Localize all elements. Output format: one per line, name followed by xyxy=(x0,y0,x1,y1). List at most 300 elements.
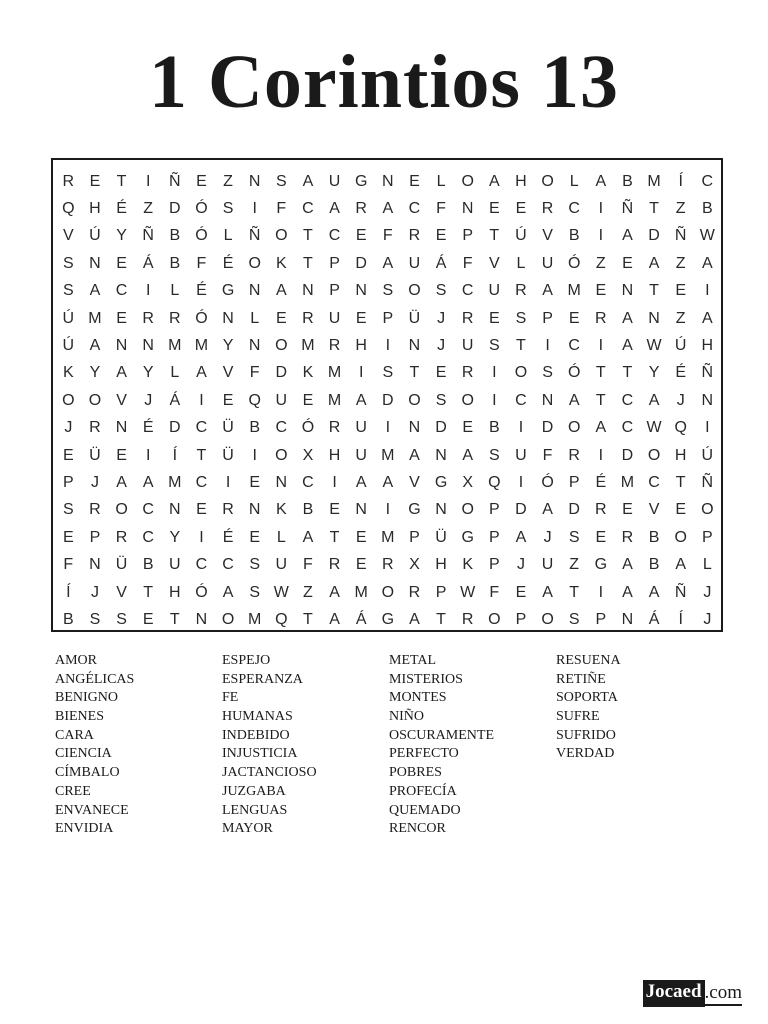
grid-letter[interactable]: O xyxy=(275,227,288,245)
grid-letter[interactable]: D xyxy=(169,419,181,437)
grid-letter[interactable]: U xyxy=(488,282,501,300)
grid-letter[interactable]: N xyxy=(355,501,367,519)
grid-letter[interactable]: E xyxy=(329,501,340,519)
grid-letter[interactable]: D xyxy=(382,391,394,409)
grid-letter[interactable]: O xyxy=(408,282,421,300)
grid-letter[interactable]: Ñ xyxy=(701,364,714,382)
grid-letter[interactable]: A xyxy=(622,556,633,574)
grid-letter[interactable]: L xyxy=(702,556,712,574)
grid-letter[interactable]: M xyxy=(168,473,182,491)
grid-letter[interactable]: A xyxy=(595,172,607,190)
grid-letter[interactable]: E xyxy=(568,309,580,327)
grid-letter[interactable]: T xyxy=(196,446,207,464)
grid-letter[interactable]: E xyxy=(275,309,287,327)
grid-letter[interactable]: J xyxy=(90,473,99,491)
grid-letter[interactable]: G xyxy=(434,473,448,491)
grid-letter[interactable]: I xyxy=(199,391,204,409)
grid-letter[interactable]: L xyxy=(170,282,180,300)
grid-letter[interactable]: Í xyxy=(66,583,71,601)
grid-letter[interactable]: G xyxy=(594,556,608,574)
grid-letter[interactable]: R xyxy=(461,309,474,327)
grid-letter[interactable]: Ú xyxy=(701,446,714,464)
grid-letter[interactable]: M xyxy=(168,337,182,355)
grid-letter[interactable]: R xyxy=(541,200,554,218)
grid-letter[interactable]: E xyxy=(116,446,127,464)
grid-letter[interactable]: E xyxy=(355,309,367,327)
grid-letter[interactable]: N xyxy=(701,391,714,409)
grid-letter[interactable]: H xyxy=(355,337,367,355)
grid-letter[interactable]: J xyxy=(90,583,99,601)
grid-letter[interactable]: R xyxy=(621,528,634,546)
grid-letter[interactable]: A xyxy=(329,583,340,601)
grid-letter[interactable]: Q xyxy=(62,200,75,218)
grid-letter[interactable]: T xyxy=(675,473,686,491)
grid-letter[interactable]: B xyxy=(302,501,314,519)
grid-letter[interactable]: M xyxy=(567,282,581,300)
grid-letter[interactable]: U xyxy=(355,446,367,464)
grid-letter[interactable]: R xyxy=(355,200,367,218)
grid-letter[interactable]: T xyxy=(649,282,659,300)
grid-letter[interactable]: R xyxy=(115,528,128,546)
grid-letter[interactable]: R xyxy=(222,501,234,519)
grid-letter[interactable]: N xyxy=(382,172,394,190)
grid-letter[interactable]: A xyxy=(648,254,660,272)
grid-letter[interactable]: Ü xyxy=(435,528,447,546)
grid-letter[interactable]: Ó xyxy=(195,227,208,245)
grid-letter[interactable]: M xyxy=(381,528,395,546)
grid-letter[interactable]: E xyxy=(622,501,633,519)
grid-letter[interactable]: O xyxy=(275,337,288,355)
grid-letter[interactable]: W xyxy=(273,583,289,601)
grid-letter[interactable]: W xyxy=(460,583,476,601)
grid-letter[interactable]: Ó xyxy=(541,473,554,491)
grid-letter[interactable]: A xyxy=(382,473,394,491)
grid-letter[interactable]: N xyxy=(461,200,474,218)
grid-letter[interactable]: Z xyxy=(675,200,686,218)
grid-letter[interactable]: S xyxy=(435,282,447,300)
grid-letter[interactable]: A xyxy=(355,473,367,491)
grid-letter[interactable]: K xyxy=(275,501,287,519)
grid-letter[interactable]: E xyxy=(409,172,420,190)
grid-letter[interactable]: A xyxy=(302,528,314,546)
grid-letter[interactable]: T xyxy=(516,337,526,355)
grid-letter[interactable]: Ó xyxy=(195,200,208,218)
grid-letter[interactable]: B xyxy=(249,419,261,437)
grid-letter[interactable]: J xyxy=(516,556,525,574)
grid-letter[interactable]: P xyxy=(595,610,607,628)
grid-letter[interactable]: Ú xyxy=(89,227,101,245)
grid-letter[interactable]: C xyxy=(195,556,208,574)
grid-letter[interactable]: N xyxy=(248,337,261,355)
grid-letter[interactable]: N xyxy=(408,337,421,355)
grid-letter[interactable]: B xyxy=(648,556,660,574)
grid-letter[interactable]: R xyxy=(89,501,101,519)
grid-letter[interactable]: Ü xyxy=(115,556,128,574)
grid-letter[interactable]: M xyxy=(647,172,661,190)
grid-letter[interactable]: J xyxy=(543,528,552,546)
grid-letter[interactable]: U xyxy=(328,309,341,327)
grid-letter[interactable]: R xyxy=(328,419,341,437)
grid-letter[interactable]: A xyxy=(329,610,340,628)
grid-letter[interactable]: I xyxy=(252,446,257,464)
grid-letter[interactable]: V xyxy=(116,583,127,601)
grid-letter[interactable]: A xyxy=(116,473,127,491)
grid-letter[interactable]: E xyxy=(355,556,367,574)
grid-letter[interactable]: É xyxy=(222,528,234,546)
grid-letter[interactable]: I xyxy=(492,391,497,409)
grid-letter[interactable]: R xyxy=(595,501,607,519)
grid-letter[interactable]: A xyxy=(196,364,207,382)
grid-letter[interactable]: L xyxy=(170,364,180,382)
grid-letter[interactable]: Ñ xyxy=(142,227,154,245)
grid-letter[interactable]: S xyxy=(62,501,74,519)
grid-letter[interactable]: S xyxy=(515,309,527,327)
grid-letter[interactable]: R xyxy=(89,419,101,437)
grid-letter[interactable]: N xyxy=(248,172,261,190)
grid-letter[interactable]: C xyxy=(648,473,660,491)
grid-letter[interactable]: P xyxy=(701,528,713,546)
grid-letter[interactable]: P xyxy=(488,501,500,519)
grid-letter[interactable]: V xyxy=(116,391,127,409)
grid-letter[interactable]: D xyxy=(355,254,367,272)
grid-letter[interactable]: Y xyxy=(222,337,234,355)
grid-letter[interactable]: Í xyxy=(678,172,683,190)
grid-letter[interactable]: U xyxy=(408,254,421,272)
grid-letter[interactable]: C xyxy=(142,501,154,519)
grid-letter[interactable]: V xyxy=(542,227,553,245)
grid-letter[interactable]: Z xyxy=(303,583,313,601)
grid-letter[interactable]: N xyxy=(115,419,128,437)
grid-letter[interactable]: Ú xyxy=(674,337,687,355)
grid-letter[interactable]: A xyxy=(568,391,580,409)
grid-letter[interactable]: F xyxy=(382,227,393,245)
grid-letter[interactable]: C xyxy=(515,391,527,409)
grid-letter[interactable]: A xyxy=(622,309,633,327)
grid-letter[interactable]: U xyxy=(541,254,554,272)
grid-letter[interactable]: Z xyxy=(675,309,686,327)
grid-letter[interactable]: C xyxy=(115,282,128,300)
grid-letter[interactable]: A xyxy=(542,282,553,300)
grid-letter[interactable]: Ó xyxy=(195,583,208,601)
grid-letter[interactable]: E xyxy=(249,528,261,546)
grid-letter[interactable]: I xyxy=(145,172,151,190)
grid-letter[interactable]: E xyxy=(222,391,234,409)
grid-letter[interactable]: C xyxy=(461,282,474,300)
grid-letter[interactable]: C xyxy=(302,473,314,491)
grid-letter[interactable]: Ó xyxy=(195,309,208,327)
grid-letter[interactable]: O xyxy=(461,501,474,519)
grid-letter[interactable]: B xyxy=(648,528,660,546)
grid-letter[interactable]: P xyxy=(435,583,447,601)
grid-letter[interactable]: T xyxy=(116,172,127,190)
grid-letter[interactable]: S xyxy=(542,364,553,382)
grid-letter[interactable]: A xyxy=(355,391,367,409)
grid-letter[interactable]: A xyxy=(89,337,101,355)
grid-letter[interactable]: Z xyxy=(675,254,686,272)
grid-letter[interactable]: I xyxy=(385,419,391,437)
grid-letter[interactable]: I xyxy=(598,583,604,601)
grid-letter[interactable]: D xyxy=(621,446,634,464)
grid-letter[interactable]: L xyxy=(436,172,446,190)
grid-letter[interactable]: U xyxy=(275,391,288,409)
grid-letter[interactable]: S xyxy=(116,610,127,628)
grid-letter[interactable]: Y xyxy=(89,364,101,382)
grid-letter[interactable]: O xyxy=(115,501,128,519)
grid-letter[interactable]: C xyxy=(701,172,714,190)
grid-letter[interactable]: A xyxy=(116,364,127,382)
grid-letter[interactable]: D xyxy=(169,200,181,218)
grid-letter[interactable]: S xyxy=(488,446,500,464)
grid-letter[interactable]: V xyxy=(222,364,234,382)
grid-letter[interactable]: G xyxy=(408,501,421,519)
grid-letter[interactable]: O xyxy=(461,172,474,190)
grid-letter[interactable]: A xyxy=(648,583,660,601)
grid-letter[interactable]: V xyxy=(62,227,74,245)
grid-letter[interactable]: P xyxy=(329,282,340,300)
grid-letter[interactable]: Ó xyxy=(567,254,581,272)
grid-letter[interactable]: C xyxy=(142,528,154,546)
grid-letter[interactable]: J xyxy=(703,610,712,628)
grid-letter[interactable]: E xyxy=(675,282,687,300)
grid-letter[interactable]: O xyxy=(541,610,554,628)
grid-letter[interactable]: F xyxy=(489,583,500,601)
grid-letter[interactable]: O xyxy=(514,364,528,382)
grid-letter[interactable]: U xyxy=(275,556,288,574)
grid-letter[interactable]: S xyxy=(568,528,580,546)
grid-letter[interactable]: K xyxy=(462,556,474,574)
grid-letter[interactable]: N xyxy=(222,309,234,327)
grid-letter[interactable]: E xyxy=(515,200,527,218)
grid-letter[interactable]: G xyxy=(461,528,474,546)
grid-letter[interactable]: F xyxy=(303,556,313,574)
grid-letter[interactable]: V xyxy=(488,254,500,272)
grid-letter[interactable]: E xyxy=(89,172,101,190)
grid-letter[interactable]: O xyxy=(275,446,288,464)
grid-letter[interactable]: N xyxy=(195,610,208,628)
grid-letter[interactable]: I xyxy=(518,473,524,491)
grid-letter[interactable]: M xyxy=(248,610,262,628)
grid-letter[interactable]: H xyxy=(515,172,527,190)
grid-letter[interactable]: F xyxy=(196,254,207,272)
grid-letter[interactable]: Ñ xyxy=(674,583,687,601)
grid-letter[interactable]: I xyxy=(518,419,524,437)
grid-letter[interactable]: Y xyxy=(169,528,181,546)
grid-letter[interactable]: T xyxy=(622,364,633,382)
grid-letter[interactable]: D xyxy=(541,419,554,437)
grid-letter[interactable]: I xyxy=(385,337,391,355)
grid-letter[interactable]: H xyxy=(89,200,101,218)
grid-letter[interactable]: Ü xyxy=(222,419,234,437)
grid-letter[interactable]: M xyxy=(194,337,209,355)
grid-letter[interactable]: Ü xyxy=(222,446,234,464)
grid-letter[interactable]: R xyxy=(568,446,580,464)
grid-letter[interactable]: O xyxy=(567,419,581,437)
grid-letter[interactable]: P xyxy=(488,556,500,574)
grid-letter[interactable]: Á xyxy=(435,254,447,272)
grid-letter[interactable]: D xyxy=(648,227,660,245)
grid-letter[interactable]: K xyxy=(62,364,74,382)
grid-letter[interactable]: Ñ xyxy=(169,172,181,190)
grid-letter[interactable]: A xyxy=(142,473,154,491)
grid-letter[interactable]: Í xyxy=(172,446,178,464)
grid-letter[interactable]: A xyxy=(222,583,234,601)
grid-letter[interactable]: Z xyxy=(595,254,606,272)
grid-letter[interactable]: T xyxy=(595,364,606,382)
grid-letter[interactable]: N xyxy=(541,391,554,409)
grid-letter[interactable]: W xyxy=(699,227,715,245)
grid-letter[interactable]: T xyxy=(595,391,606,409)
grid-letter[interactable]: Í xyxy=(678,610,683,628)
grid-letter[interactable]: I xyxy=(332,473,337,491)
grid-letter[interactable]: Ú xyxy=(62,337,75,355)
grid-letter[interactable]: C xyxy=(302,200,314,218)
grid-letter[interactable]: H xyxy=(169,583,181,601)
grid-letter[interactable]: L xyxy=(250,309,260,327)
grid-letter[interactable]: T xyxy=(329,528,340,546)
grid-letter[interactable]: X xyxy=(302,446,314,464)
grid-letter[interactable]: E xyxy=(595,282,607,300)
grid-letter[interactable]: I xyxy=(225,473,231,491)
grid-letter[interactable]: A xyxy=(542,501,553,519)
grid-letter[interactable]: I xyxy=(358,364,364,382)
grid-letter[interactable]: L xyxy=(223,227,233,245)
grid-letter[interactable]: A xyxy=(382,200,394,218)
grid-letter[interactable]: G xyxy=(221,282,235,300)
grid-letter[interactable]: B xyxy=(169,227,181,245)
grid-letter[interactable]: A xyxy=(409,610,420,628)
grid-letter[interactable]: A xyxy=(701,309,713,327)
grid-letter[interactable]: O xyxy=(88,391,102,409)
grid-letter[interactable]: É xyxy=(675,364,687,382)
grid-letter[interactable]: A xyxy=(675,556,687,574)
grid-letter[interactable]: E xyxy=(622,254,633,272)
grid-letter[interactable]: I xyxy=(705,419,710,437)
grid-letter[interactable]: S xyxy=(382,282,394,300)
grid-letter[interactable]: T xyxy=(649,200,659,218)
grid-letter[interactable]: S xyxy=(275,172,287,190)
grid-letter[interactable]: E xyxy=(355,227,367,245)
grid-letter[interactable]: A xyxy=(622,227,633,245)
grid-letter[interactable]: M xyxy=(354,583,368,601)
grid-letter[interactable]: Z xyxy=(143,200,154,218)
grid-letter[interactable]: Ñ xyxy=(701,473,714,491)
grid-letter[interactable]: I xyxy=(598,200,604,218)
grid-letter[interactable]: S xyxy=(488,337,500,355)
grid-letter[interactable]: O xyxy=(248,254,261,272)
grid-letter[interactable]: O xyxy=(701,501,714,519)
grid-letter[interactable]: M xyxy=(327,364,342,382)
grid-letter[interactable]: E xyxy=(62,528,74,546)
grid-letter[interactable]: T xyxy=(569,583,580,601)
grid-letter[interactable]: F xyxy=(542,446,553,464)
grid-letter[interactable]: U xyxy=(328,172,341,190)
grid-letter[interactable]: Y xyxy=(116,227,127,245)
grid-letter[interactable]: F xyxy=(436,200,446,218)
grid-letter[interactable]: M xyxy=(620,473,635,491)
grid-letter[interactable]: V xyxy=(409,473,420,491)
grid-letter[interactable]: N xyxy=(142,337,154,355)
grid-letter[interactable]: J xyxy=(703,583,712,601)
grid-letter[interactable]: R xyxy=(62,172,75,190)
grid-letter[interactable]: N xyxy=(355,282,367,300)
grid-letter[interactable]: H xyxy=(435,556,447,574)
grid-letter[interactable]: D xyxy=(515,501,527,519)
grid-letter[interactable]: P xyxy=(62,473,74,491)
grid-letter[interactable]: N xyxy=(275,473,288,491)
grid-letter[interactable]: C xyxy=(195,473,208,491)
grid-letter[interactable]: S xyxy=(62,254,74,272)
grid-letter[interactable]: C xyxy=(195,419,208,437)
grid-letter[interactable]: I xyxy=(598,337,604,355)
grid-letter[interactable]: M xyxy=(301,337,315,355)
grid-letter[interactable]: R xyxy=(595,309,607,327)
grid-letter[interactable]: G xyxy=(381,610,395,628)
grid-letter[interactable]: B xyxy=(488,419,500,437)
grid-letter[interactable]: N xyxy=(648,309,660,327)
grid-letter[interactable]: É xyxy=(116,200,127,218)
grid-letter[interactable]: E xyxy=(249,473,261,491)
grid-letter[interactable]: I xyxy=(385,501,391,519)
grid-letter[interactable]: A xyxy=(648,391,660,409)
grid-letter[interactable]: Á xyxy=(355,610,367,628)
grid-letter[interactable]: H xyxy=(701,337,714,355)
grid-letter[interactable]: T xyxy=(303,227,313,245)
grid-letter[interactable]: T xyxy=(489,227,500,245)
grid-letter[interactable]: E xyxy=(116,309,127,327)
grid-letter[interactable]: I xyxy=(598,227,604,245)
grid-letter[interactable]: C xyxy=(222,556,234,574)
grid-letter[interactable]: F xyxy=(63,556,74,574)
grid-letter[interactable]: P xyxy=(488,528,500,546)
grid-letter[interactable]: F xyxy=(249,364,260,382)
grid-letter[interactable]: P xyxy=(515,610,527,628)
site-logo[interactable] xyxy=(643,980,742,1007)
grid-letter[interactable]: R xyxy=(461,364,474,382)
grid-letter[interactable]: S xyxy=(382,364,394,382)
grid-letter[interactable]: S xyxy=(249,583,261,601)
grid-letter[interactable]: E xyxy=(196,172,207,190)
grid-letter[interactable]: Q xyxy=(674,419,687,437)
grid-letter[interactable]: Á xyxy=(648,610,660,628)
grid-letter[interactable]: S xyxy=(568,610,580,628)
grid-letter[interactable]: I xyxy=(199,528,204,546)
grid-letter[interactable]: J xyxy=(437,337,446,355)
grid-letter[interactable]: É xyxy=(222,254,234,272)
grid-letter[interactable]: E xyxy=(435,227,447,245)
grid-letter[interactable]: R xyxy=(515,282,527,300)
grid-letter[interactable]: K xyxy=(302,364,314,382)
grid-letter[interactable]: P xyxy=(382,309,394,327)
grid-letter[interactable]: E xyxy=(116,254,127,272)
grid-letter[interactable]: Ú xyxy=(515,227,527,245)
grid-letter[interactable]: X xyxy=(409,556,420,574)
grid-letter[interactable]: A xyxy=(622,337,633,355)
grid-letter[interactable]: L xyxy=(569,172,579,190)
grid-letter[interactable]: T xyxy=(409,364,420,382)
grid-letter[interactable]: R xyxy=(382,556,394,574)
grid-letter[interactable]: U xyxy=(541,556,554,574)
grid-letter[interactable]: P xyxy=(568,473,580,491)
grid-letter[interactable]: F xyxy=(276,200,287,218)
grid-letter[interactable]: E xyxy=(488,200,500,218)
grid-letter[interactable]: U xyxy=(515,446,527,464)
grid-letter[interactable]: C xyxy=(408,200,421,218)
grid-letter[interactable]: V xyxy=(648,501,660,519)
grid-letter[interactable]: T xyxy=(303,254,313,272)
grid-letter[interactable]: I xyxy=(492,364,497,382)
grid-letter[interactable]: C xyxy=(568,200,580,218)
grid-letter[interactable]: A xyxy=(409,446,420,464)
